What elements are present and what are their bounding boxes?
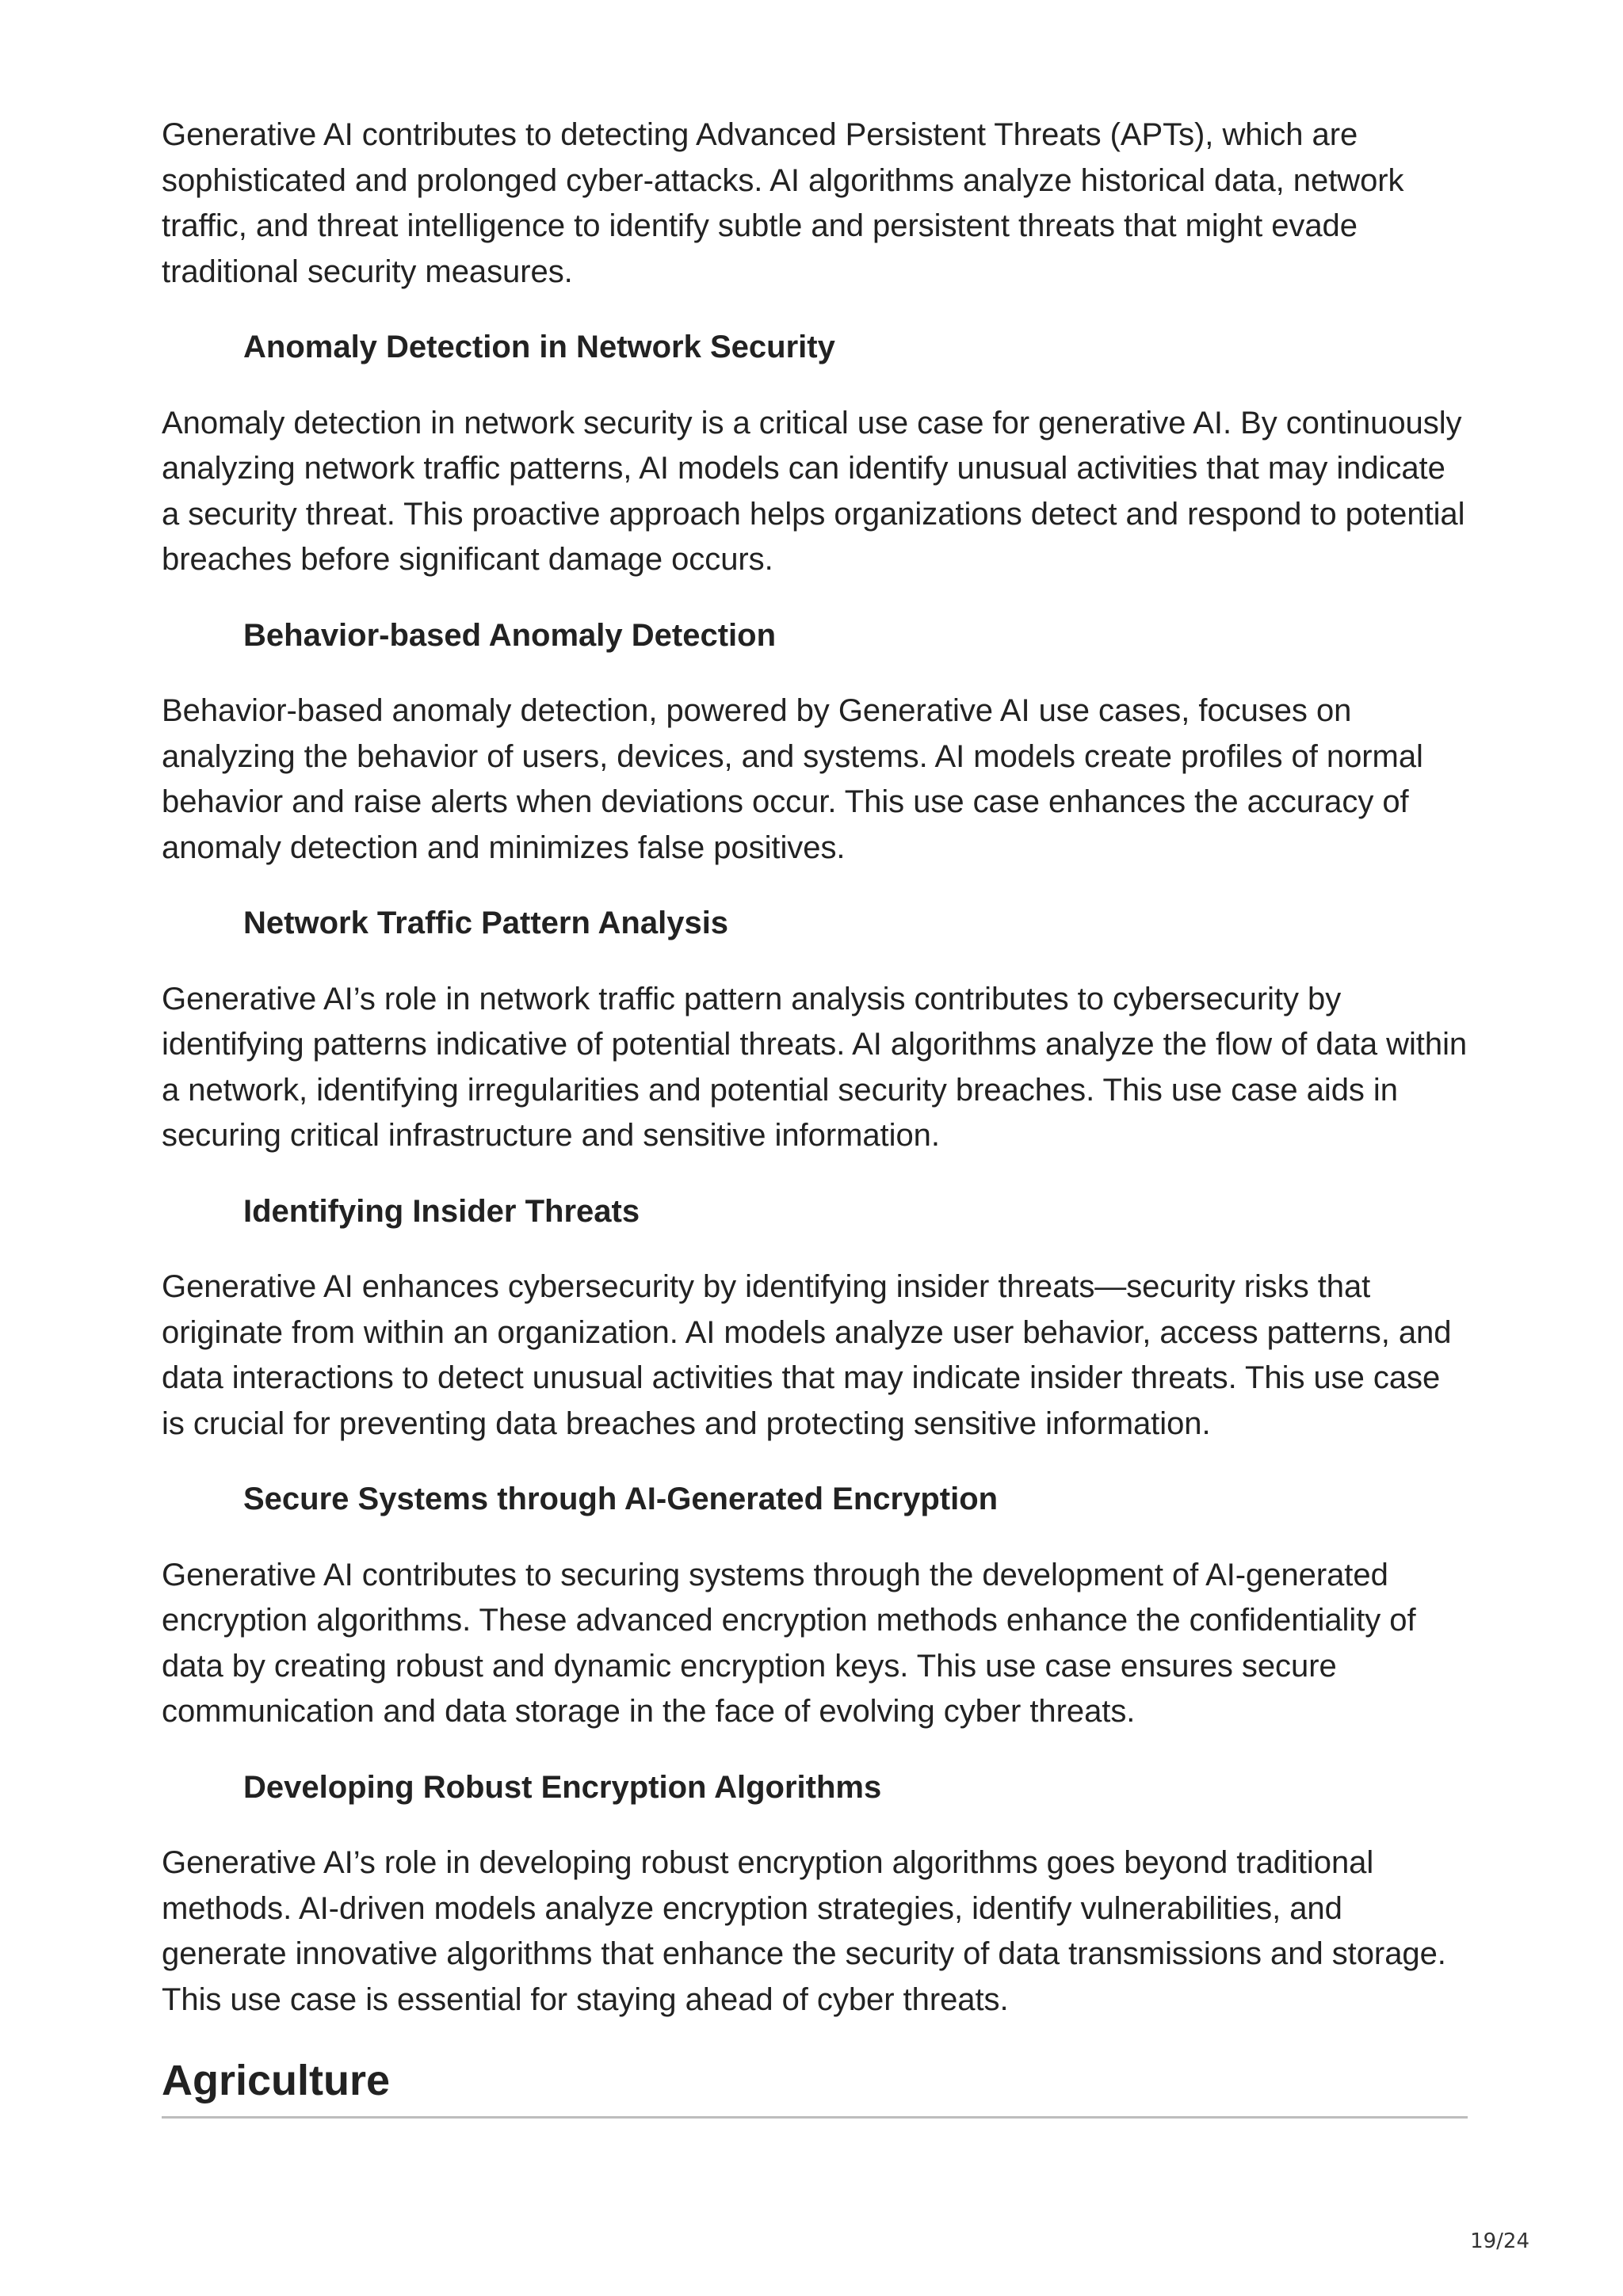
heading-developing-robust-encryption: Developing Robust Encryption Algorithms: [243, 1769, 882, 1805]
paragraph-network-traffic-pattern-analysis: Generative AI’s role in network traffic pattern analysis contributes to cybersecurity by identifying patterns indicative of potential threats. AI algorithms analyze the flow of data within a network, identifying irregularities and potential security breaches. This use case aids in securing critical infrastructure and sensitive information.: [162, 981, 1468, 1153]
paragraph-identifying-insider-threats: Generative AI enhances cybersecurity by identifying insider threats—security risks that originate from within an organization. AI models analyze user behavior, access patterns, and data interactions to detect unusual activities that may indicate insider threats. This use case is crucial for preventing data breaches and protecting sensitive information.: [162, 1269, 1452, 1441]
heading-anomaly-detection-network-security: Anomaly Detection in Network Security: [243, 330, 835, 364]
paragraph-behavior-based-anomaly-detection: Behavior-based anomaly detection, powered by Generative AI use cases, focuses on analyzing the behavior of users, devices, and systems. AI models create profiles of normal behavior and raise alerts when deviations occur. This use case enhances the accuracy of anomaly detection and minimizes false positives.: [162, 693, 1423, 865]
paragraph-secure-systems-ai-encryption: Generative AI contributes to securing systems through the development of AI-generated encryption algorithms. These advanced encryption methods enhance the confidentiality of data by creating robust and dynamic encryption keys. This use case ensures secure communication and data storage in the face of evolving cyber threats.: [162, 1557, 1416, 1729]
document-content: [162, 113, 1468, 2119]
heading-network-traffic-pattern-analysis: Network Traffic Pattern Analysis: [243, 906, 729, 940]
page-number: 19/24: [1470, 2229, 1529, 2253]
heading-behavior-based-anomaly-detection: Behavior-based Anomaly Detection: [243, 617, 777, 653]
heading-secure-systems-ai-encryption: Secure Systems through AI-Generated Encryption: [243, 1482, 999, 1516]
heading-identifying-insider-threats: Identifying Insider Threats: [243, 1193, 640, 1229]
intro-paragraph: Generative AI contributes to detecting Advanced Persistent Threats (APTs), which are sophisticated and prolonged cyber-attacks. AI algorithms analyze historical data, network traffic, and threat intelligence to identify subtle and persistent threats that might evade traditional security measures.: [162, 117, 1404, 289]
paragraph-developing-robust-encryption: Generative AI’s role in developing robust encryption algorithms goes beyond traditional methods. AI-driven models analyze encryption strategies, identify vulnerabilities, and generate innovative algorithms that enhance the security of data transmissions and storage. This use case is essential for staying ahead of cyber threats.: [162, 1845, 1446, 2017]
section-heading-agriculture: Agriculture: [162, 2053, 1468, 2119]
paragraph-anomaly-detection-network-security: Anomaly detection in network security is a critical use case for generative AI. By continuously analyzing network traffic patterns, AI models can identify unusual activities that may indicate a security threat. This proactive approach helps organizations detect and respond to potential breaches before significant damage occurs.: [162, 405, 1465, 577]
